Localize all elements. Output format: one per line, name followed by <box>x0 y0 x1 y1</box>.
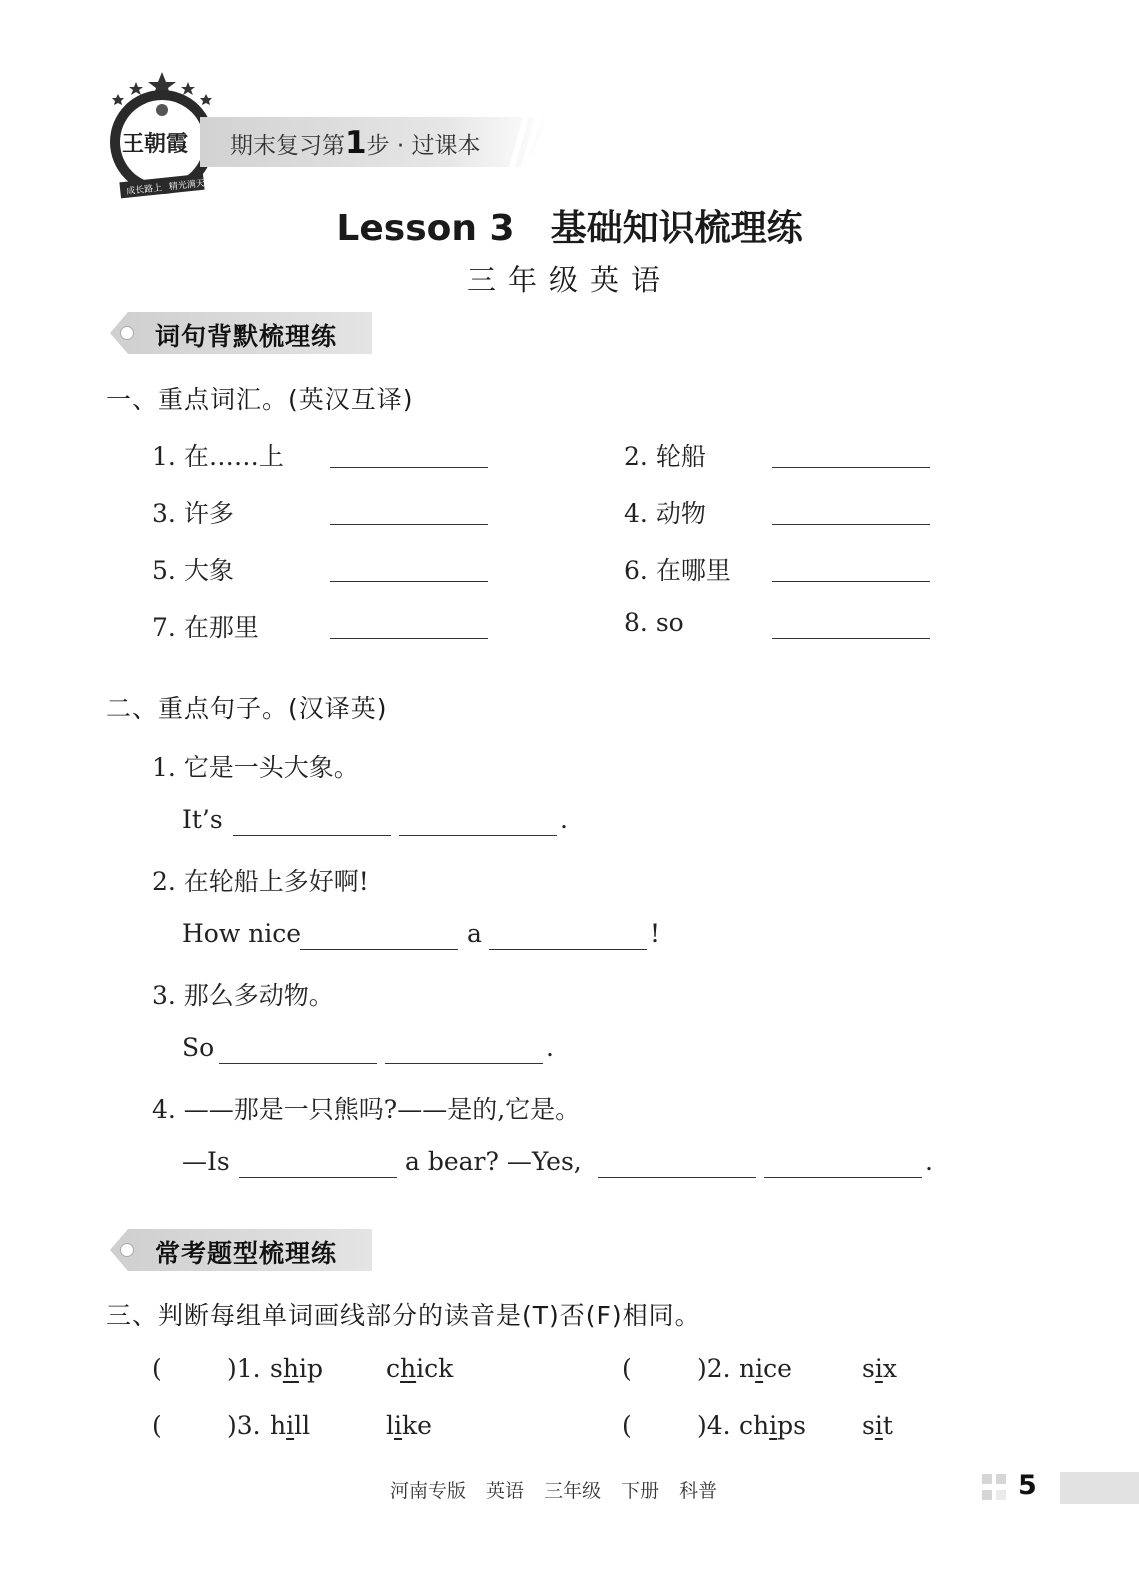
phonics-answer-2[interactable] <box>635 1354 695 1384</box>
phonics-item-4-word-2: sit <box>862 1411 893 1440</box>
phonics-item-3-word-2: like <box>386 1411 432 1440</box>
phonics-item-1-word-1: ship <box>270 1354 323 1383</box>
vocab-answer-3[interactable] <box>330 524 488 525</box>
vocab-answer-8[interactable] <box>772 638 930 639</box>
vocab-answer-7[interactable] <box>330 638 488 639</box>
sentence-3-en-start: So <box>182 1033 215 1062</box>
sentence-2-en-start: How nice <box>182 919 302 948</box>
tag-hole <box>120 1243 134 1257</box>
phonics-item-1-word-2: chick <box>386 1354 454 1383</box>
footer-decor <box>982 1474 992 1484</box>
phonics-item-2-word-2: six <box>862 1354 897 1383</box>
footer-decor <box>996 1474 1006 1484</box>
subtitle: 三年级英语 <box>466 263 672 297</box>
sentence-1-end: . <box>560 805 568 834</box>
sentence-2-end: ! <box>650 919 661 948</box>
vocab-answer-1[interactable] <box>330 467 488 468</box>
vocab-answer-2[interactable] <box>772 467 930 468</box>
sentence-4-blank-3[interactable] <box>764 1177 922 1178</box>
sentence-3-cn: 3. 那么多动物。 <box>152 981 334 1010</box>
footer-text: 河南专版 英语 三年级 下册 科普 <box>390 1480 718 1502</box>
page-number: 5 <box>1018 1470 1037 1501</box>
phonics-item-1-num: )1. <box>227 1354 261 1383</box>
sentence-2-mid: a <box>467 919 482 948</box>
vocab-answer-4[interactable] <box>772 524 930 525</box>
vocab-item-5: 5. 大象 <box>152 556 234 585</box>
sentence-1-cn: 1. 它是一头大象。 <box>152 753 359 782</box>
phonics-answer-1[interactable] <box>165 1354 225 1384</box>
phonics-bracket-open: ( <box>622 1411 632 1440</box>
sentence-3-blank-1[interactable] <box>219 1063 377 1064</box>
phonics-item-4-word-1: chips <box>739 1411 806 1440</box>
phonics-bracket-open: ( <box>622 1354 632 1383</box>
vocab-item-3: 3. 许多 <box>152 499 234 528</box>
page-number-bar <box>1060 1472 1139 1504</box>
sentence-4-blank-2[interactable] <box>598 1177 756 1178</box>
logo-text: 王朝霞 <box>122 131 189 157</box>
part3-heading: 三、判断每组单词画线部分的读音是(T)否(F)相同。 <box>106 1301 701 1330</box>
sentence-1-blank-2[interactable] <box>399 835 557 836</box>
vocab-item-2: 2. 轮船 <box>624 442 706 471</box>
footer-decor <box>982 1490 992 1500</box>
tag-hole <box>120 326 134 340</box>
sentence-4-mid: a bear? —Yes, <box>405 1147 582 1176</box>
lesson-title: Lesson 3 基础知识梳理练 <box>336 208 803 249</box>
part2-heading: 二、重点句子。(汉译英) <box>106 694 388 723</box>
header-banner-text: 期末复习第1步 · 过课本 <box>230 125 481 161</box>
phonics-item-4-num: )4. <box>697 1411 731 1440</box>
sentence-4-blank-1[interactable] <box>239 1177 397 1178</box>
vocab-answer-6[interactable] <box>772 581 930 582</box>
vocab-item-8: 8. so <box>624 608 684 637</box>
sentence-1-blank-1[interactable] <box>233 835 391 836</box>
sentence-1-en-start: It’s <box>182 805 223 834</box>
logo-slogan: 成长路上 精光满天 <box>125 178 206 198</box>
vocab-item-7: 7. 在那里 <box>152 613 259 642</box>
vocab-item-1: 1. 在……上 <box>152 442 284 471</box>
banner-stripes <box>505 117 555 167</box>
sentence-4-end: . <box>925 1147 933 1176</box>
phonics-bracket-open: ( <box>152 1354 162 1383</box>
vocab-item-6: 6. 在哪里 <box>624 556 731 585</box>
phonics-answer-4[interactable] <box>635 1411 695 1441</box>
sentence-3-end: . <box>546 1033 554 1062</box>
phonics-item-2-num: )2. <box>697 1354 731 1383</box>
vocab-item-4: 4. 动物 <box>624 499 706 528</box>
sentence-4-en-start: —Is <box>182 1147 230 1176</box>
sentence-2-blank-2[interactable] <box>489 949 647 950</box>
phonics-answer-3[interactable] <box>165 1411 225 1441</box>
phonics-item-3-num: )3. <box>227 1411 261 1440</box>
sentence-2-blank-1[interactable] <box>300 949 458 950</box>
section-tag-2-label: 常考题型梳理练 <box>155 1239 338 1268</box>
phonics-bracket-open: ( <box>152 1411 162 1440</box>
sentence-3-blank-2[interactable] <box>385 1063 543 1064</box>
phonics-item-3-word-1: hill <box>270 1411 311 1440</box>
section-tag-1-label: 词句背默梳理练 <box>155 322 338 351</box>
part1-heading: 一、重点词汇。(英汉互译) <box>106 385 414 414</box>
sentence-2-cn: 2. 在轮船上多好啊! <box>152 867 369 896</box>
phonics-item-2-word-1: nice <box>739 1354 792 1383</box>
sentence-4-cn: 4. ——那是一只熊吗?——是的,它是。 <box>152 1095 581 1124</box>
footer-decor <box>996 1490 1006 1500</box>
vocab-answer-5[interactable] <box>330 581 488 582</box>
